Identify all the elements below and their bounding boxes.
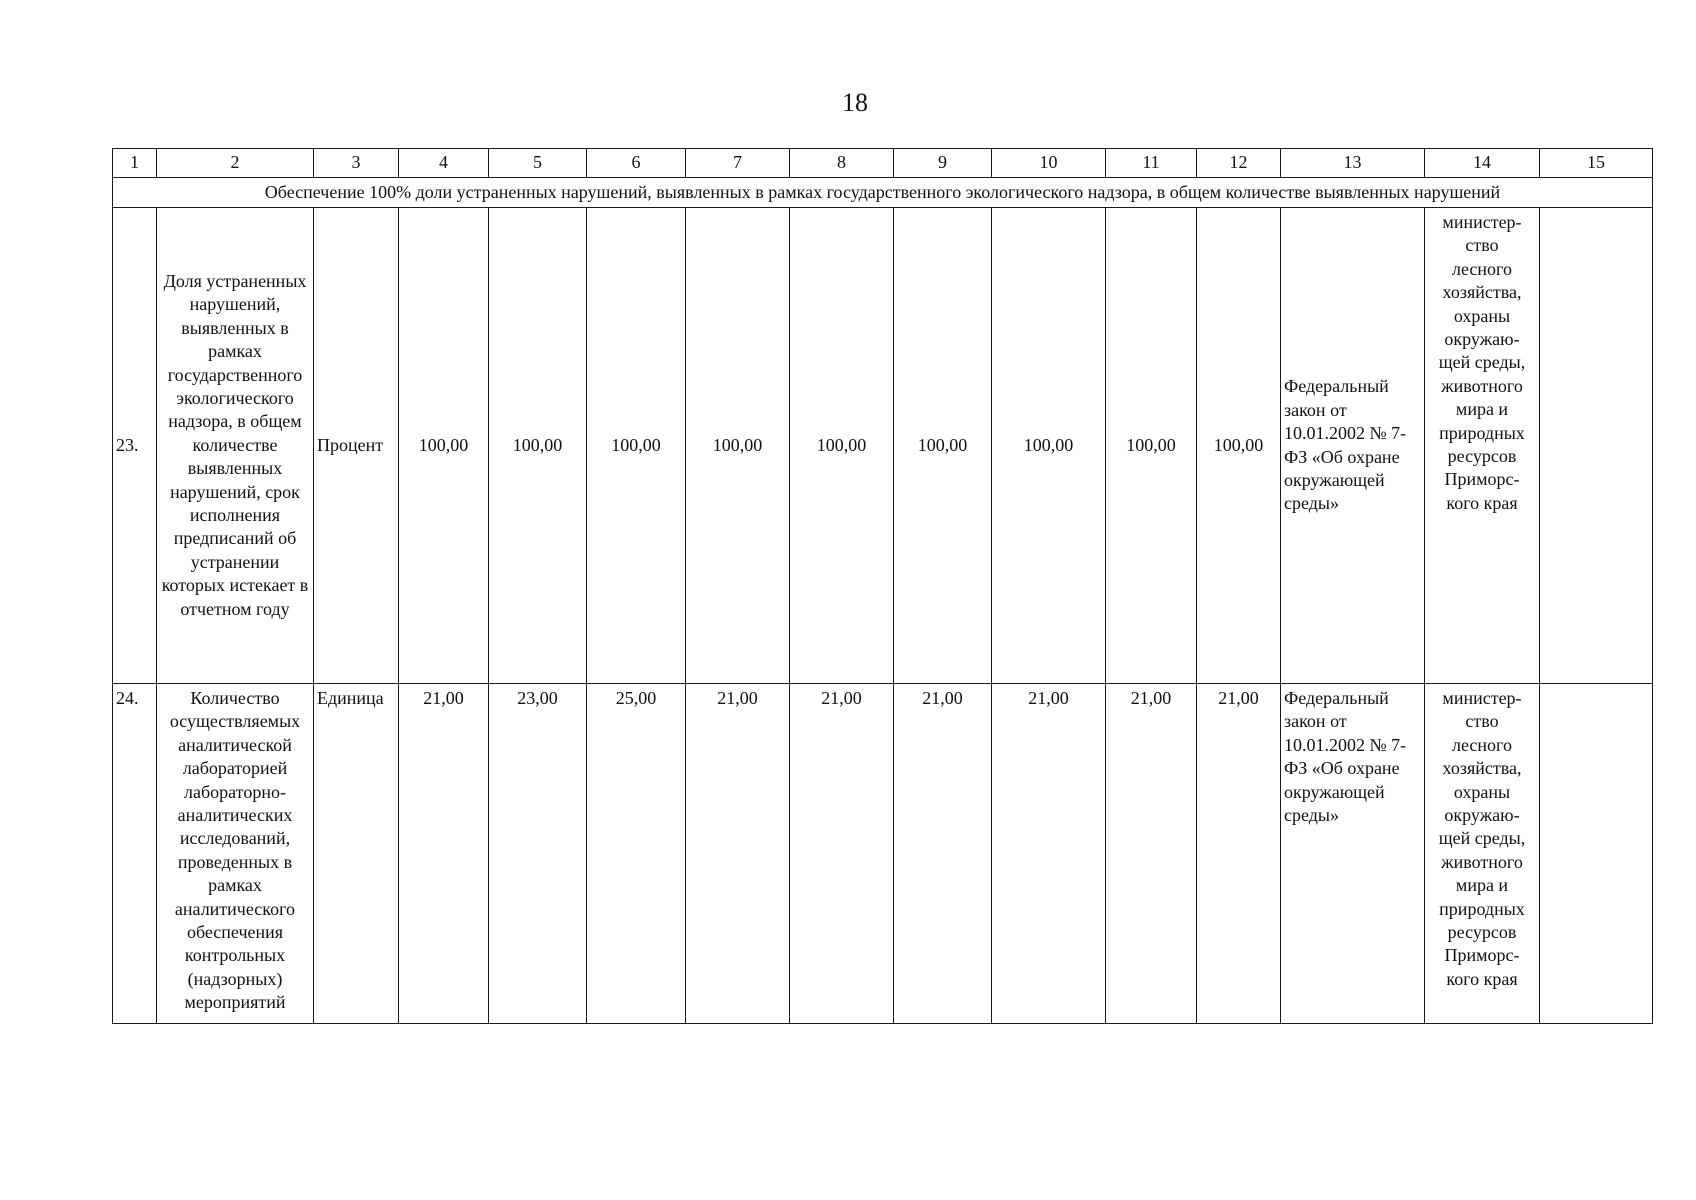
column-number: 10 [992, 149, 1106, 178]
value-cell: 21,00 [399, 684, 489, 1024]
value-cell: 21,00 [1197, 684, 1281, 1024]
value-cell: 25,00 [587, 684, 686, 1024]
column-number: 8 [790, 149, 894, 178]
column-number: 13 [1281, 149, 1425, 178]
column-number: 9 [894, 149, 992, 178]
empty-cell [1540, 684, 1653, 1024]
indicator-name: Доля устраненных нарушений, выявленных в рамках государственного экологического надзора, в общем количестве выявленных нарушений, срок исполнения предписаний об устранении которых истекает в отчетном году [157, 208, 314, 684]
column-number: 4 [399, 149, 489, 178]
value-cell: 21,00 [894, 684, 992, 1024]
value-cell: 21,00 [686, 684, 790, 1024]
value-cell: 100,00 [1197, 208, 1281, 684]
column-number-row [113, 149, 1653, 178]
value-cell: 21,00 [992, 684, 1106, 1024]
column-number: 6 [587, 149, 686, 178]
value-cell: 100,00 [587, 208, 686, 684]
value-cell: 100,00 [686, 208, 790, 684]
column-number: 15 [1540, 149, 1653, 178]
unit-cell: Процент [314, 208, 399, 684]
unit-cell: Единица [314, 684, 399, 1024]
column-number: 5 [489, 149, 587, 178]
responsible-cell: министер- ство лесного хозяйства, охраны окружаю- щей среды, животного мира и природных ресурсов Приморс- кого края [1425, 208, 1540, 684]
column-number: 7 [686, 149, 790, 178]
value-cell: 100,00 [790, 208, 894, 684]
column-number: 12 [1197, 149, 1281, 178]
column-number: 14 [1425, 149, 1540, 178]
value-cell: 21,00 [790, 684, 894, 1024]
legal-basis-cell: Федеральный закон от 10.01.2002 № 7-ФЗ «Об охране окружающей среды» [1281, 208, 1425, 684]
table-row [113, 684, 1653, 1024]
value-cell: 100,00 [992, 208, 1106, 684]
value-cell: 23,00 [489, 684, 587, 1024]
table-row [113, 208, 1653, 684]
indicator-name: Количество осуществляемых аналитической лабораторией лабораторно-аналитических исследований, проведенных в рамках аналитического обеспечения контрольных (надзорных) мероприятий [157, 684, 314, 1024]
responsible-cell: министер- ство лесного хозяйства, охраны окружаю- щей среды, животного мира и природных ресурсов Приморс- кого края [1425, 684, 1540, 1024]
section-title: Обеспечение 100% доли устраненных нарушений, выявленных в рамках государственного экологического надзора, в общем количестве выявленных нарушений [113, 178, 1653, 208]
legal-basis-cell: Федеральный закон от 10.01.2002 № 7-ФЗ «Об охране окружающей среды» [1281, 684, 1425, 1024]
empty-cell [1540, 208, 1653, 684]
column-number: 2 [157, 149, 314, 178]
indicators-table [112, 148, 1653, 1024]
value-cell: 100,00 [489, 208, 587, 684]
section-row [113, 178, 1653, 208]
row-number: 24. [113, 684, 157, 1024]
page-number: 18 [842, 88, 868, 117]
column-number: 11 [1106, 149, 1197, 178]
value-cell: 100,00 [894, 208, 992, 684]
column-number: 1 [113, 149, 157, 178]
value-cell: 100,00 [1106, 208, 1197, 684]
value-cell: 100,00 [399, 208, 489, 684]
row-number: 23. [113, 208, 157, 684]
value-cell: 21,00 [1106, 684, 1197, 1024]
column-number: 3 [314, 149, 399, 178]
